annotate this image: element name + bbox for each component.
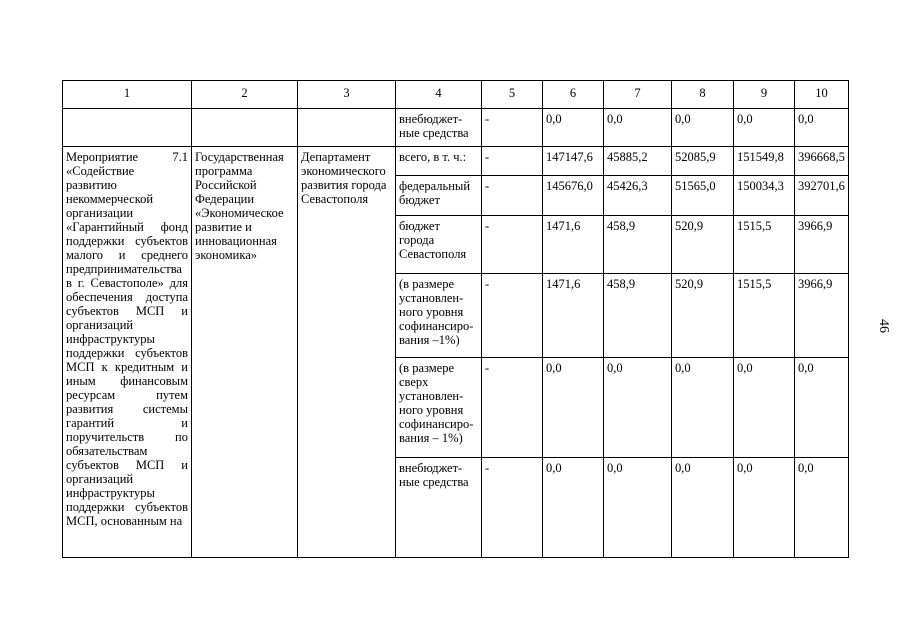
funding-source-cell: федеральный бюджет xyxy=(396,176,482,216)
value-cell: 0,0 xyxy=(734,358,795,458)
value-cell: 0,0 xyxy=(795,458,849,558)
value-cell: 458,9 xyxy=(604,216,672,274)
header-row xyxy=(63,81,849,109)
header-cell: 6 xyxy=(543,81,604,109)
value-cell: 520,9 xyxy=(672,274,734,358)
value-cell: 45885,2 xyxy=(604,147,672,176)
value-cell: 0,0 xyxy=(795,109,849,147)
funding-source-cell: внебюджет- ные средства xyxy=(396,109,482,147)
value-cell: 392701,6 xyxy=(795,176,849,216)
funding-source-cell: (в размере сверх установлен- ного уровня софинансиро- вания – 1%) xyxy=(396,358,482,458)
value-cell: 147147,6 xyxy=(543,147,604,176)
value-cell: 0,0 xyxy=(543,458,604,558)
value-cell: 51565,0 xyxy=(672,176,734,216)
value-cell: 0,0 xyxy=(543,109,604,147)
value-cell: 0,0 xyxy=(795,358,849,458)
table-cell: - xyxy=(482,176,543,216)
value-cell: 1515,5 xyxy=(734,216,795,274)
value-cell: 145676,0 xyxy=(543,176,604,216)
table-cell: - xyxy=(482,109,543,147)
value-cell: 1515,5 xyxy=(734,274,795,358)
measure-title-cell: Мероприятие 7.1 «Содействие развитию некоммерческой организации «Гарантийный фонд поддержки субъектов малого и среднего предпринимательства в г. Севастополе» для обеспечения доступа субъектов МСП и организаций инфраструктуры поддержки субъектов МСП к кредитным и иным финансовым ресурсам путем развития системы гарантий и поручительств по обязательствам субъектов МСП и организаций инфраструктуры поддержки субъектов МСП, основанным на xyxy=(63,147,192,558)
page-number: 46 xyxy=(876,319,891,333)
value-cell: 0,0 xyxy=(734,109,795,147)
value-cell: 0,0 xyxy=(672,358,734,458)
value-cell: 1471,6 xyxy=(543,274,604,358)
funding-source-cell: внебюджет- ные средства xyxy=(396,458,482,558)
value-cell: 0,0 xyxy=(734,458,795,558)
value-cell: 1471,6 xyxy=(543,216,604,274)
header-cell: 8 xyxy=(672,81,734,109)
value-cell: 0,0 xyxy=(672,458,734,558)
funding-source-cell: всего, в т. ч.: xyxy=(396,147,482,176)
program-cell: Государственная программа Российской Федерации «Экономическое развитие и инновационная экономика» xyxy=(192,147,298,558)
funding-source-cell: (в размере установлен- ного уровня софинансиро- вания –1%) xyxy=(396,274,482,358)
value-cell: 520,9 xyxy=(672,216,734,274)
value-cell: 0,0 xyxy=(604,109,672,147)
header-cell: 5 xyxy=(482,81,543,109)
value-cell: 3966,9 xyxy=(795,216,849,274)
executor-cell: Департамент экономического развития города Севастополя xyxy=(298,147,396,558)
value-cell: 52085,9 xyxy=(672,147,734,176)
table-cell: - xyxy=(482,458,543,558)
value-cell: 3966,9 xyxy=(795,274,849,358)
value-cell: 0,0 xyxy=(604,358,672,458)
value-cell: 458,9 xyxy=(604,274,672,358)
header-cell: 9 xyxy=(734,81,795,109)
value-cell: 0,0 xyxy=(604,458,672,558)
budget-table xyxy=(62,80,849,558)
table-cell xyxy=(192,109,298,147)
funding-source-cell: бюджет города Севастополя xyxy=(396,216,482,274)
header-cell: 7 xyxy=(604,81,672,109)
table-cell: - xyxy=(482,274,543,358)
table-cell xyxy=(63,109,192,147)
value-cell: 0,0 xyxy=(543,358,604,458)
header-cell: 4 xyxy=(396,81,482,109)
table-cell: - xyxy=(482,216,543,274)
value-cell: 150034,3 xyxy=(734,176,795,216)
table-cell xyxy=(298,109,396,147)
value-cell: 151549,8 xyxy=(734,147,795,176)
value-cell: 0,0 xyxy=(672,109,734,147)
table-row xyxy=(63,109,849,147)
table-row xyxy=(63,147,849,176)
header-cell: 3 xyxy=(298,81,396,109)
header-cell: 10 xyxy=(795,81,849,109)
table-cell: - xyxy=(482,358,543,458)
value-cell: 396668,5 xyxy=(795,147,849,176)
header-cell: 1 xyxy=(63,81,192,109)
table-cell: - xyxy=(482,147,543,176)
value-cell: 45426,3 xyxy=(604,176,672,216)
header-cell: 2 xyxy=(192,81,298,109)
